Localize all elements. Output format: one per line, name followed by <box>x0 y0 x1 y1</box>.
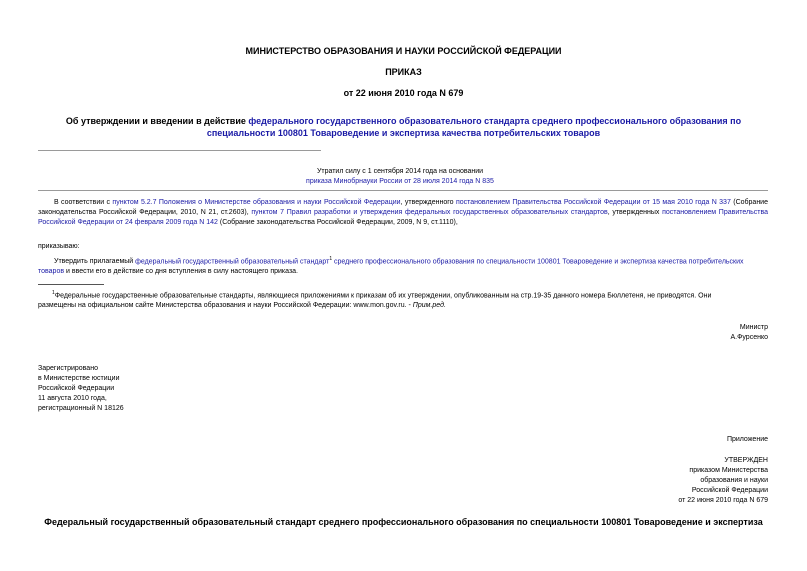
footnote-ref[interactable]: 1 <box>329 256 333 262</box>
specialty-link[interactable]: специальности 100801 Товароведение и экспертиза качества потребительских товаров <box>206 128 601 138</box>
registration-line: регистрационный N 18126 <box>38 405 124 412</box>
title-prefix: Об утверждении и введении в действие <box>65 116 249 126</box>
footnote-line: размещены на официальном сайте Министерства образования и науки Российской Федерации: www.mon.gov.ru. - <box>38 302 413 310</box>
p1-text: , утвержденных <box>607 209 663 216</box>
standard-link[interactable]: федерального государственного образовательного стандарта среднего профессионального образования по <box>248 116 742 126</box>
expired-line: Утратил силу с 1 сентября 2014 года на основании <box>316 168 484 175</box>
prikazyvayu: приказываю: <box>38 243 80 250</box>
approval-line: образования и науки <box>700 477 768 484</box>
approval-line: приказом Министерства <box>689 467 768 474</box>
paragraph-approve <box>38 254 768 277</box>
expired-note <box>200 167 600 187</box>
fgos-goods-link[interactable]: товаров <box>38 268 65 276</box>
approval-block <box>568 456 768 506</box>
registration-line: Зарегистрировано <box>38 365 98 372</box>
decree-link-a[interactable]: постановлением <box>662 209 717 216</box>
footnote <box>38 288 768 311</box>
rule <box>38 150 321 151</box>
signature-name: А.Фурсенко <box>730 334 768 341</box>
decree-337-link[interactable]: постановлением Правительства Российской Федерации от 15 мая 2010 года N 337 <box>455 199 731 206</box>
paragraph-basis <box>38 198 768 228</box>
registration-line: 11 августа 2010 года, <box>38 395 107 402</box>
signature-block <box>568 323 768 343</box>
footnote-marker: 1 <box>52 290 55 296</box>
p1-text: (Собрание законодательства Российской Федерации, 2009, N 9, ст.1110), <box>217 219 458 226</box>
standard-title: Федеральный государственный образовательный стандарт среднего профессионального образования по специальности 100801 Товароведение и экспертиза <box>44 517 763 527</box>
fgos-spec-link[interactable]: среднего профессионального образования по специальности 100801 Товароведение и экспертиза качества потребительских <box>332 258 744 266</box>
approval-line: УТВЕРЖДЕН <box>724 457 768 464</box>
registration-line: в Министерстве юстиции <box>38 375 120 382</box>
footnote-rule <box>38 284 104 285</box>
p1-text: В соответствии с <box>54 199 113 206</box>
appendix-label: Приложение <box>726 436 768 443</box>
regulation-link[interactable]: пунктом 5.2.7 Положения о Министерстве образования и науки Российской Федерации <box>112 199 401 206</box>
ministry-heading: МИНИСТЕРСТВО ОБРАЗОВАНИЯ И НАУКИ РОССИЙСКОЙ ФЕДЕРАЦИИ <box>245 46 562 56</box>
rules-link[interactable]: пунктом 7 Правил разработки и утверждения федеральных государственных образовательных стандартов <box>251 209 608 216</box>
registration-block <box>38 364 238 414</box>
fgos-link[interactable]: федеральный государственный образовательный стандарт <box>135 258 330 266</box>
editor-note: Прим.ред. <box>412 302 446 310</box>
footnote-line: Федеральные государственные образовательные стандарты, являющиеся приложениями к приказам об их утверждении, опубликованным на стр.19-35 данного номера Бюллетеня, не приводятся. Они <box>54 292 712 300</box>
p1-text: (Собрание законодательства Российской Федерации, 2010, N 21, ст.2603), <box>38 199 768 216</box>
p2-text: Утвердить прилагаемый <box>54 258 136 266</box>
decree-142-link[interactable]: Правительства Российской Федерации от 24 февраля 2009 года N 142 <box>38 209 768 226</box>
p2-text: и ввести его в действие со дня вступления в силу настоящего приказа. <box>64 268 298 276</box>
expired-order-link[interactable]: приказа Минобрнауки России от 28 июля 2014 года N 835 <box>306 178 494 185</box>
approval-line: от 22 июня 2010 года N 679 <box>678 497 768 504</box>
order-date: от 22 июня 2010 года N 679 <box>343 88 464 98</box>
rule <box>38 190 768 191</box>
approval-line: Российской Федерации <box>691 487 768 494</box>
signature-position: Министр <box>739 324 768 331</box>
order-heading: ПРИКАЗ <box>385 67 422 77</box>
p1-text: , утвержденного <box>400 199 456 206</box>
order-title <box>30 115 777 139</box>
registration-line: Российской Федерации <box>38 385 115 392</box>
